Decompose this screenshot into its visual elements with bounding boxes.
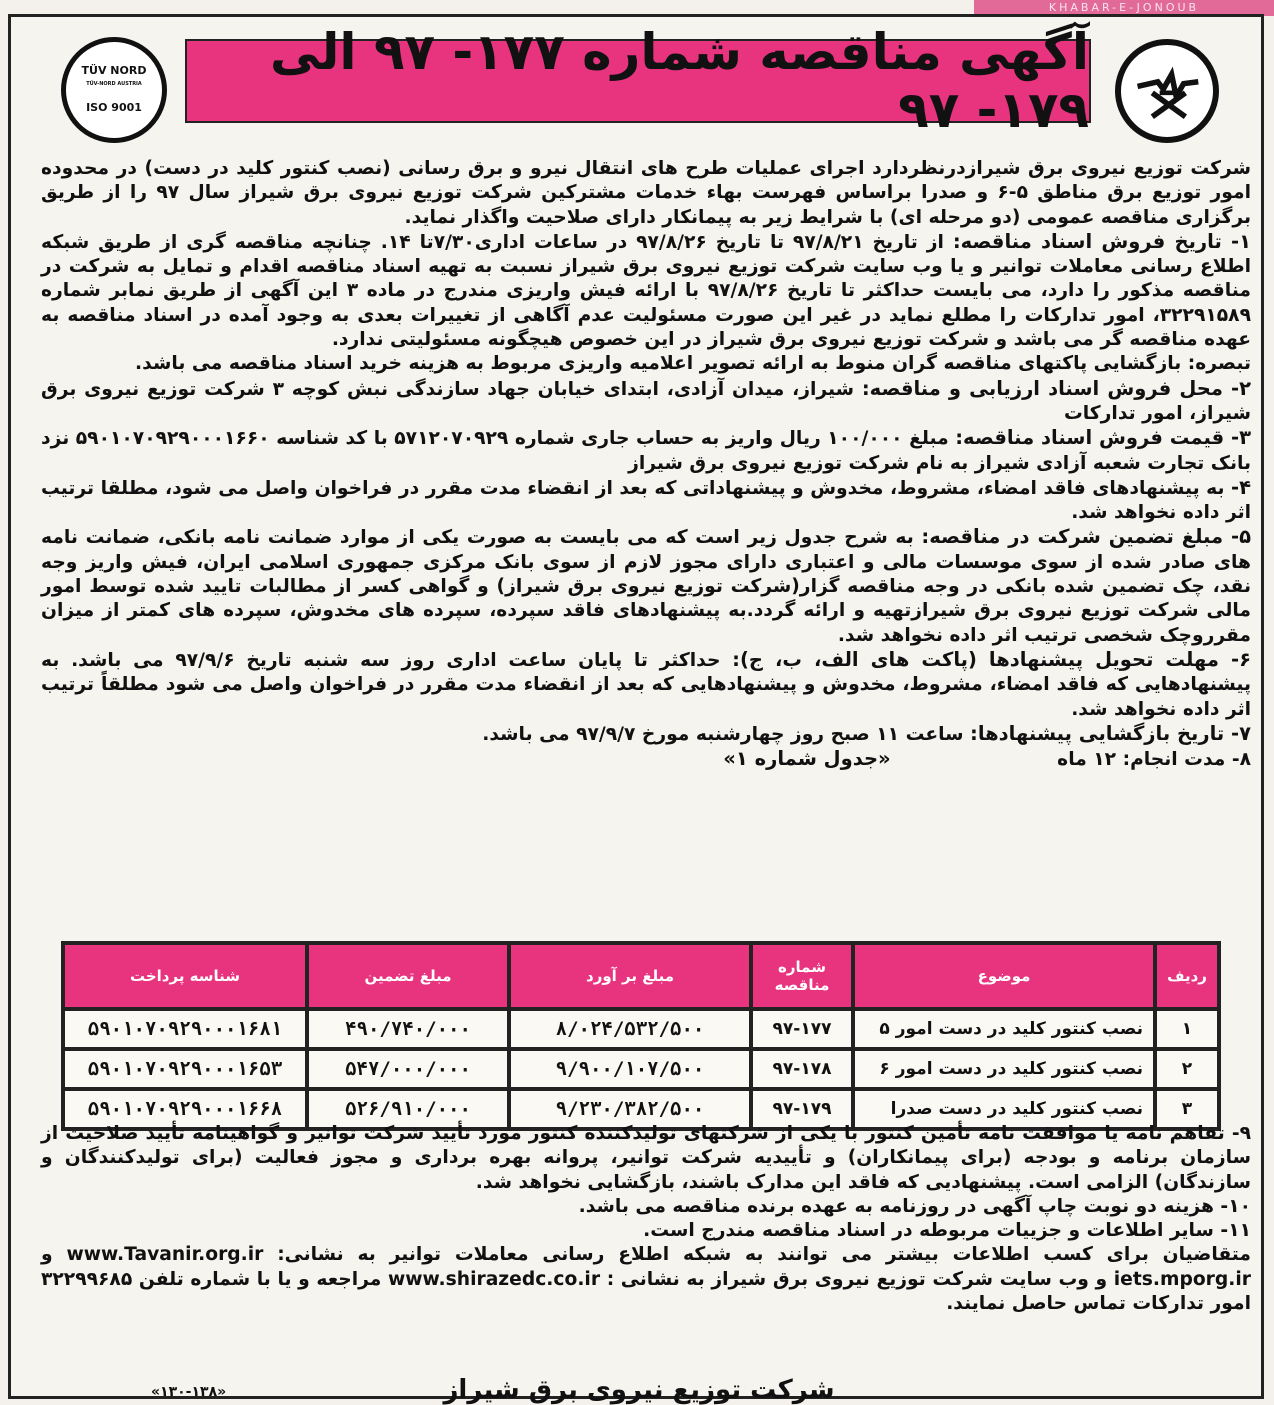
item-1 xyxy=(41,230,1251,352)
col-payment-id: شناسه پرداخت xyxy=(63,943,307,1009)
item-7-head: ۷- تاریخ بازگشایی پیشنهادها: xyxy=(970,721,1251,745)
item-10: ۱۰- هزینه دو نوبت چاپ آگهی در روزنامه به عهده برنده مناقصه می باشد. xyxy=(578,1195,1251,1217)
newspaper-strip: KHABAR-E-JONOUB xyxy=(974,0,1274,16)
cell-estimate: ۸/۰۲۴/۵۳۲/۵۰۰ xyxy=(509,1009,751,1049)
item-3-head: ۳- قیمت فروش اسناد مناقصه: xyxy=(955,426,1252,450)
ad-code: «۱۳۰-۱۳۸» xyxy=(151,1384,227,1400)
table-row xyxy=(63,1049,1219,1089)
cell-guarantee: ۴۹۰/۷۴۰/۰۰۰ xyxy=(307,1009,509,1049)
item-4-text: به پیشنهادهای فاقد امضاء، مشروط، مخدوش و پیشنهاداتی که بعد از انقضاء مدت مقرر در فراخوان واصل می شود، مطلقا ترتیب اثر داده نخواهد شد. xyxy=(41,477,1251,524)
contact-info: متقاضیان برای کسب اطلاعات بیشتر می توانند به شبکه اطلاع رسانی معاملات توانیر به نشانی: www.Tavanir.org.ir و iets.mporg.ir و وب سایت شرکت توزیع نیروی برق شیراز به نشانی : www.shirazedc.co.ir مراجعه و یا با شماره تلفن ۳۲۲۹۹۶۸۵ امور تدارکات تماس حاصل نمایند. xyxy=(41,1244,1251,1315)
cell-guarantee: ۵۲۶/۹۱۰/۰۰۰ xyxy=(307,1089,509,1129)
cell-subject: نصب کنتور کلید در دست امور ۵ xyxy=(853,1009,1155,1049)
intro-paragraph: شرکت توزیع نیروی برق شیرازدرنظردارد اجرای عملیات طرح های انتقال نیرو و برق رسانی (نصب کنتور کلید در دست) در محدوده امور توزیع برق مناطق ۵-۶ و صدرا براساس فهرست بهاء خدمات مشترکین شرکت توزیع نیروی برق شیراز سال ۹۷ را از طریق برگزاری مناقصه عمومی (دو مرحله ای) با شرایط زیر به پیمانکار دارای صلاحیت واگذار نماید. xyxy=(41,158,1252,228)
cell-row: ۳ xyxy=(1155,1089,1219,1129)
col-subject: موضوع xyxy=(853,943,1155,1009)
item-11: ۱۱- سایر اطلاعات و جزییات مربوطه در اسناد مناقصه مندرج است. xyxy=(643,1220,1251,1242)
item-2-head: ۲- محل فروش اسناد ارزیابی و مناقصه: xyxy=(861,376,1251,400)
cell-tender-no: ۹۷-۱۷۹ xyxy=(751,1089,853,1129)
cell-subject: نصب کنتور کلید در دست صدرا xyxy=(853,1089,1155,1129)
col-row: ردیف xyxy=(1155,943,1219,1009)
item-1-text: از تاریخ ۹۷/۸/۲۱ تا تاریخ ۹۷/۸/۲۶ در ساعات اداری۷/۳۰تا ۱۴. چنانچه مناقصه گری از طریق شبکه اطلاع رسانی معاملات توانیر و یا وب سایت شرکت توزیع نیروی برق شیراز نسبت به تهیه اسناد مناقصه اقدام و تمایل به شرکت در مناقصه مذکور را دارد، می بایست حداکثر تا تاریخ ۹۷/۸/۲۶ با ارائه فیش واریزی مندرج در ماده ۳ این آگهی از طریق نمابر شماره ۳۲۲۹۱۵۸۹، امور تدارکات را مطلع نماید در غیر این صورت مسئولیت عدم آگاهی از تغییرات بعدی به وجود آمده در اسناد مناقصه به عهده مناقصه گر می باشد و شرکت توزیع نیروی برق شیراز در این خصوص هیچگونه مسئولیتی ندارد. xyxy=(41,231,1251,351)
cell-row: ۲ xyxy=(1155,1049,1219,1089)
col-guarantee: مبلغ تضمین xyxy=(307,943,509,1009)
cell-payment-id: ۵۹۰۱۰۷۰۹۲۹۰۰۰۱۶۶۸ xyxy=(63,1089,307,1129)
tender-table xyxy=(61,941,1221,1131)
col-estimate: مبلغ بر آورد xyxy=(509,943,751,1009)
page-title: آگهی مناقصه شماره ۱۷۷- ۹۷ الی ۱۷۹- ۹۷ xyxy=(270,23,1089,139)
logo-brand: TÜV NORD xyxy=(81,64,147,77)
item-6-head: ۶- مهلت تحویل پیشنهادها (پاکت های الف، ب، ج): xyxy=(732,647,1251,671)
item-1-head: ۱- تاریخ فروش اسناد مناقصه: xyxy=(952,229,1251,253)
table-header-row xyxy=(63,943,1219,1009)
col-tender-no: شماره مناقصه xyxy=(751,943,853,1009)
cell-guarantee: ۵۴۷/۰۰۰/۰۰۰ xyxy=(307,1049,509,1089)
logo-iso: ISO 9001 xyxy=(86,101,142,114)
ad-frame xyxy=(8,14,1264,1405)
item-3-text: مبلغ ۱۰۰/۰۰۰ ریال واریز به حساب جاری شماره ۵۷۱۲۰۷۰۹۲۹ با کد شناسه ۵۹۰۱۰۷۰۹۲۹۰۰۰۱۶۶۰ نزد بانک تجارت شعبه آزادی شیراز به نام شرکت توزیع نیروی برق شیراز xyxy=(41,428,1251,474)
cell-subject: نصب کنتور کلید در دست امور ۶ xyxy=(853,1049,1155,1089)
item-5-text: به شرح جدول زیر است که می بایست به صورت یکی از موارد ضمانت نامه بانکی، ضمانت نامه های صادر شده از سوی موسسات مالی و اعتباری دارای مجوز لازم از سوی بانک مرکزی جمهوری اسلامی ایران، فیش واریز وجه نقد، چک تضمین شده بانکی در وجه مناقصه گزار(شرکت توزیع نیروی برق شیراز) و گواهی کسر از مطالبات تایید شده توسط امور مالی شرکت توزیع نیروی برق شیرازتهیه و ارائه گردد.به پیشنهادهای فاقد سپرده، سپرده های مخدوش، سپرده های کمتر از میزان مقرروچک شخصی ترتیب اثر داده نخواهد شد. xyxy=(41,527,1251,646)
cell-row: ۱ xyxy=(1155,1009,1219,1049)
ad-header xyxy=(49,25,1225,153)
power-company-logo-icon xyxy=(1115,39,1219,143)
logo-small-text: TÜV-NORD AUSTRIA xyxy=(86,81,142,87)
cell-estimate: ۹/۲۳۰/۳۸۲/۵۰۰ xyxy=(509,1089,751,1129)
item-4-head: ۴- xyxy=(1231,475,1251,499)
item-2 xyxy=(41,377,1251,427)
cell-payment-id: ۵۹۰۱۰۷۰۹۲۹۰۰۰۱۶۸۱ xyxy=(63,1009,307,1049)
item-4 xyxy=(41,476,1251,526)
item-7-text: ساعت ۱۱ صبح روز چهارشنبه مورخ ۹۷/۹/۷ می باشد. xyxy=(482,723,971,745)
ad-body-2 xyxy=(41,1122,1251,1316)
table-title: «جدول شماره ۱» xyxy=(723,747,891,771)
duration-line xyxy=(41,747,1251,772)
item-6 xyxy=(41,648,1251,722)
item-5 xyxy=(41,525,1251,647)
item-9: ۹- تفاهم نامه یا موافقت نامه تأمین کنتور با یکی از شرکتهای تولیدکننده کنتور مورد تأیید شرکت توانیر و گواهینامه تأیید صلاحیت از سازمان برنامه و بودجه (برای پیمانکاران) و تأییدیه شرکت توانیر، پروانه بهره برداری و مجوز فعالیت (برای تولیدکنندگان و سازندگان) الزامی است. پیشنهادیی که فاقد این مدارک باشند، بازگشایی نخواهد شد. xyxy=(41,1123,1251,1193)
cell-payment-id: ۵۹۰۱۰۷۰۹۲۹۰۰۰۱۶۵۳ xyxy=(63,1049,307,1089)
table-row xyxy=(63,1009,1219,1049)
cell-estimate: ۹/۹۰۰/۱۰۷/۵۰۰ xyxy=(509,1049,751,1089)
note-text: تبصره: بازگشایی پاکتهای مناقصه گران منوط به ارائه تصویر اعلامیه واریزی مربوط به هزینه خرید اسناد مناقصه می باشد. xyxy=(135,353,1251,375)
cell-tender-no: ۹۷-۱۷۷ xyxy=(751,1009,853,1049)
ad-body xyxy=(41,157,1251,772)
item-6-text: حداکثر تا پایان ساعت اداری روز سه شنبه تاریخ ۹۷/۹/۶ می باشد. به پیشنهادهایی که فاقد امضاء، مشروط، مخدوش و پیشنهادهایی که بعد از انقضاء مدت مقرر در فراخوان واصل می شود مطلقاً ترتیب اثر داده نخواهد شد. xyxy=(41,649,1251,720)
duration: ۸- مدت انجام: ۱۲ ماه xyxy=(1057,749,1251,771)
item-3 xyxy=(41,426,1251,476)
tuv-nord-iso-logo xyxy=(61,37,167,143)
item-7 xyxy=(41,722,1251,747)
cell-tender-no: ۹۷-۱۷۸ xyxy=(751,1049,853,1089)
note xyxy=(41,352,1251,376)
item-5-head: ۵- مبلغ تضمین شرکت در مناقصه: xyxy=(921,525,1251,549)
signature: شرکت توزیع نیروی برق شیراز xyxy=(443,1375,835,1405)
tender-table-wrap xyxy=(61,941,1221,1131)
item-2-text: شیراز، میدان آزادی، ابتدای خیابان جهاد سازندگی نبش کوچه ۳ شرکت توزیع نیروی برق شیراز، امور تدارکات xyxy=(41,378,1251,424)
title-banner xyxy=(185,23,1091,139)
